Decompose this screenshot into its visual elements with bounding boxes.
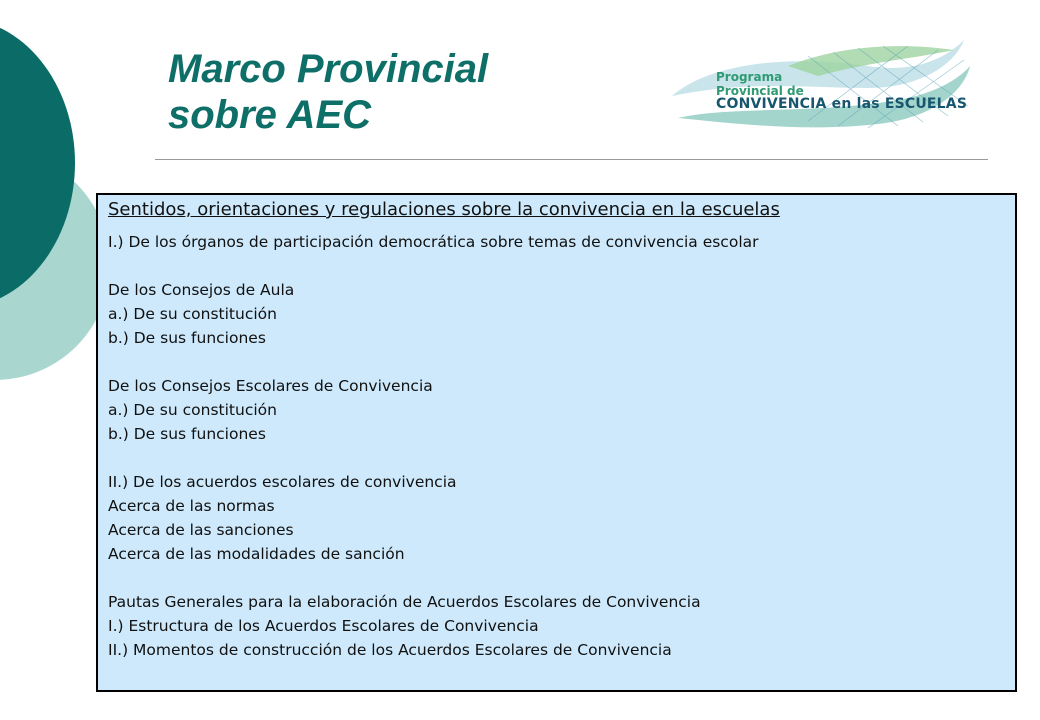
pautas-item: I.) Estructura de los Acuerdos Escolares de Convivencia: [108, 617, 539, 635]
spacer: [108, 446, 1005, 470]
slide-title: [168, 46, 488, 138]
logo-text-line-2: Provincial de: [716, 84, 804, 98]
consejos-aula-item-b: b.) De sus funciones: [108, 329, 266, 347]
section-2-item: Acerca de las sanciones: [108, 521, 294, 539]
spacer: [108, 350, 1005, 374]
pautas-item: II.) Momentos de construcción de los Acuerdos Escolares de Convivencia: [108, 641, 672, 659]
spacer: [108, 254, 1005, 278]
consejos-escolares-item-a: a.) De su constitución: [108, 401, 277, 419]
slide-title-line-2: sobre AEC: [168, 93, 372, 137]
section-2-title: II.) De los acuerdos escolares de convivencia: [108, 473, 457, 491]
consejos-aula-title: De los Consejos de Aula: [108, 281, 295, 299]
section-2-item: Acerca de las normas: [108, 497, 275, 515]
section-2-item: Acerca de las modalidades de sanción: [108, 545, 405, 563]
consejos-escolares-title: De los Consejos Escolares de Convivencia: [108, 377, 433, 395]
logo-text-line-3: CONVIVENCIA en las ESCUELAS: [716, 96, 968, 112]
consejos-aula-item-a: a.) De su constitución: [108, 305, 277, 323]
logo-swoosh-graphic: [668, 36, 978, 136]
program-logo: [668, 36, 978, 136]
slide-title-line-1: Marco Provincial: [168, 47, 489, 91]
content-box: [96, 193, 1017, 692]
spacer: [108, 566, 1005, 590]
logo-text-line-1: Programa: [716, 70, 783, 84]
content-heading: Sentidos, orientaciones y regulaciones sobre la convivencia en la escuelas: [108, 199, 780, 220]
consejos-escolares-item-b: b.) De sus funciones: [108, 425, 266, 443]
section-1-title: I.) De los órganos de participación democrática sobre temas de convivencia escolar: [108, 233, 759, 251]
pautas-title: Pautas Generales para la elaboración de Acuerdos Escolares de Convivencia: [108, 593, 701, 611]
title-divider: [155, 159, 988, 160]
